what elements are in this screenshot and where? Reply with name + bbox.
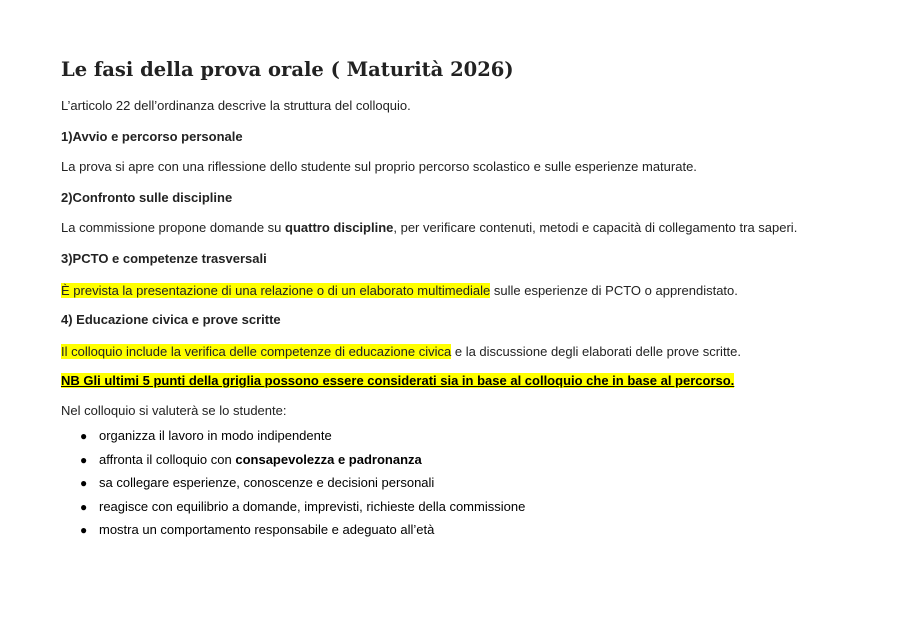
section-3-text <box>61 283 738 299</box>
section-2-text <box>61 220 797 236</box>
evaluation-intro: Nel colloquio si valuterà se lo studente: <box>61 403 287 418</box>
list-item-text: reagisce con equilibrio a domande, imprevisti, richieste della commissione <box>99 498 526 514</box>
list-item-text-before: affronta il colloquio con <box>99 451 236 467</box>
list-item <box>80 499 525 523</box>
section-3-highlighted-text: È prevista la presentazione di una relazione o di un elaborato multimediale <box>61 283 491 298</box>
list-item <box>80 522 525 546</box>
list-item-text: mostra un comportamento responsabile e adeguato all’età <box>99 522 435 537</box>
section-1-text: La prova si apre con una riflessione dello studente sul proprio percorso scolastico e sulle esperienze maturate. <box>61 159 697 174</box>
section-2-text-before: La commissione propone domande su <box>61 220 286 235</box>
bullet-icon: ● <box>80 523 88 537</box>
section-4-text-after: e la discussione degli elaborati delle prove scritte. <box>451 344 742 359</box>
list-item-text: organizza il lavoro in modo indipendente <box>99 428 332 443</box>
nb-note <box>61 373 734 389</box>
section-4-heading: 4) Educazione civica e prove scritte <box>61 312 281 327</box>
section-3-text-after: sulle esperienze di PCTO o apprendistato. <box>490 283 738 298</box>
bullet-icon: ● <box>80 476 88 490</box>
list-item-text-bold: consapevolezza e padronanza <box>235 451 422 467</box>
list-item <box>80 475 525 499</box>
section-4-text <box>61 344 741 360</box>
evaluation-list <box>80 428 525 546</box>
section-2-heading: 2)Confronto sulle discipline <box>61 190 233 205</box>
list-item <box>80 452 525 476</box>
section-1-heading: 1)Avvio e percorso personale <box>61 129 243 144</box>
list-item <box>80 428 525 452</box>
page-title: Le fasi della prova orale ( Maturità 2026) <box>61 58 514 81</box>
section-3-heading: 3)PCTO e competenze trasversali <box>61 251 267 266</box>
nb-note-text: NB Gli ultimi 5 punti della griglia possono essere considerati sia in base al colloquio che in base al percorso. <box>61 373 735 388</box>
section-2-text-after: , per verificare contenuti, metodi e capacità di collegamento tra saperi. <box>393 220 798 235</box>
section-2-text-bold: quattro discipline <box>285 220 394 235</box>
intro-text: L’articolo 22 dell’ordinanza descrive la struttura del colloquio. <box>61 98 411 113</box>
section-4-highlighted-text: Il colloquio include la verifica delle competenze di educazione civica <box>61 344 452 359</box>
bullet-icon: ● <box>80 499 88 514</box>
bullet-icon: ● <box>80 452 88 467</box>
bullet-icon: ● <box>80 429 88 443</box>
list-item-text: sa collegare esperienze, conoscenze e decisioni personali <box>99 475 435 490</box>
